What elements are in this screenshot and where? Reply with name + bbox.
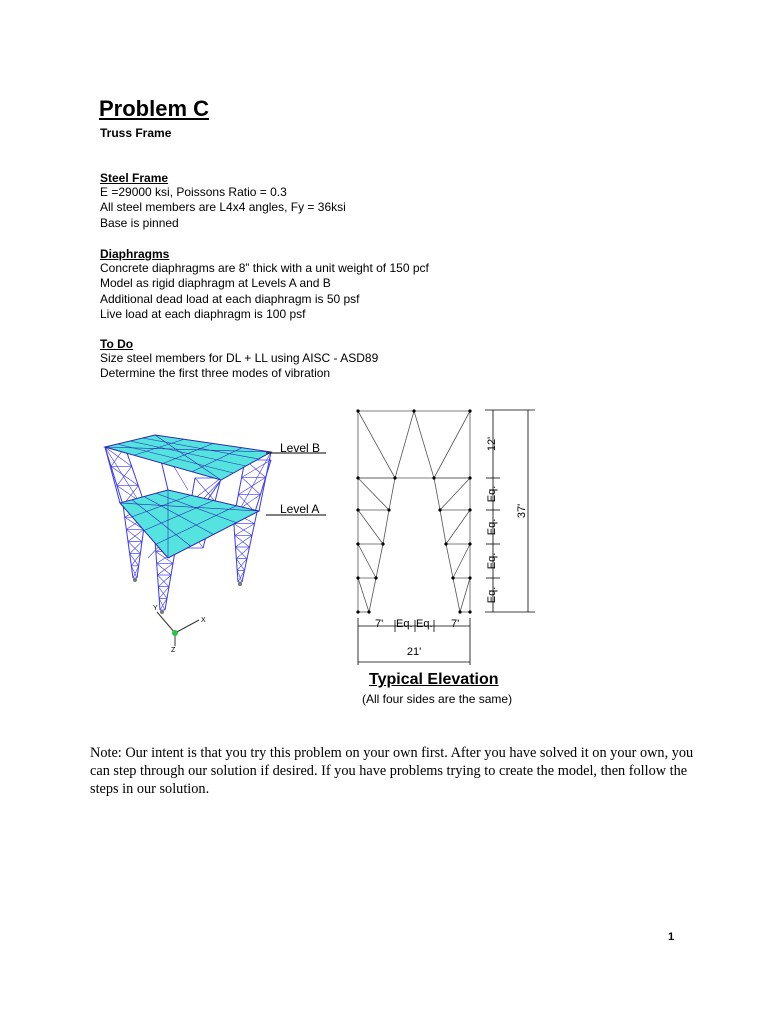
elevation-subtitle: (All four sides are the same) xyxy=(362,692,513,706)
to-do-line-1: Size steel members for DL + LL using AISC - ASD89 xyxy=(100,351,379,365)
dim-left-label: 7' xyxy=(375,618,384,630)
dim-eq-label-3: Eq. xyxy=(486,552,498,570)
dim-top-label: 12' xyxy=(486,436,498,452)
diaphragms-heading: Diaphragms xyxy=(100,247,170,261)
steel-frame-line-1: E =29000 ksi, Poissons Ratio = 0.3 xyxy=(100,185,287,199)
diaphragms-line-2: Model as rigid diaphragm at Levels A and B xyxy=(100,276,331,291)
typical-elevation-drawing xyxy=(345,400,545,665)
note-paragraph: Note: Our intent is that you try this problem on your own first. After you have solved it on your own, you can step through our solution if desired. If you have problems trying to create the model, then follow the steps in our solution. xyxy=(90,745,694,797)
elevation-title: Typical Elevation xyxy=(369,671,499,688)
axis-y-label: Y xyxy=(153,605,158,612)
model-members xyxy=(105,435,271,614)
dim-bottom-label: 21' xyxy=(406,646,422,658)
dim-eq-label-1: Eq. xyxy=(486,485,498,503)
steel-frame-line-3: Base is pinned xyxy=(100,215,179,230)
axis-z-label: Z xyxy=(171,647,176,652)
steel-frame-section xyxy=(100,171,346,231)
page-number: 1 xyxy=(668,931,675,943)
page-title: Problem C xyxy=(99,96,210,121)
dim-right-label: 7' xyxy=(451,618,460,630)
dim-eq-bottom-1: Eq. xyxy=(396,618,413,630)
diaphragms-line-3: Additional dead load at each diaphragm is 50 psf xyxy=(100,291,360,306)
level-a-label: Level A xyxy=(280,502,320,516)
diaphragms-line-1: Concrete diaphragms are 8” thick with a unit weight of 150 pcf xyxy=(100,261,429,275)
to-do-heading: To Do xyxy=(100,337,134,351)
diaphragms-section xyxy=(100,247,429,322)
dim-total-label: 37' xyxy=(516,503,528,519)
dim-eq-bottom-2: Eq. xyxy=(416,618,433,630)
dim-eq-label-4: Eq. xyxy=(486,586,498,604)
elevation-members xyxy=(358,411,470,612)
axis-x-label: X xyxy=(201,617,206,624)
steel-frame-heading: Steel Frame xyxy=(100,171,169,185)
steel-frame-line-2: All steel members are L4x4 angles, Fy = 36ksi xyxy=(100,200,346,215)
diaphragms-line-4: Live load at each diaphragm is 100 psf xyxy=(100,306,306,321)
level-b-label: Level B xyxy=(280,441,321,455)
dim-eq-label-2: Eq. xyxy=(486,518,498,536)
to-do-section xyxy=(100,337,378,382)
page-subtitle: Truss Frame xyxy=(100,126,172,140)
to-do-line-2: Determine the first three modes of vibration xyxy=(100,366,331,381)
